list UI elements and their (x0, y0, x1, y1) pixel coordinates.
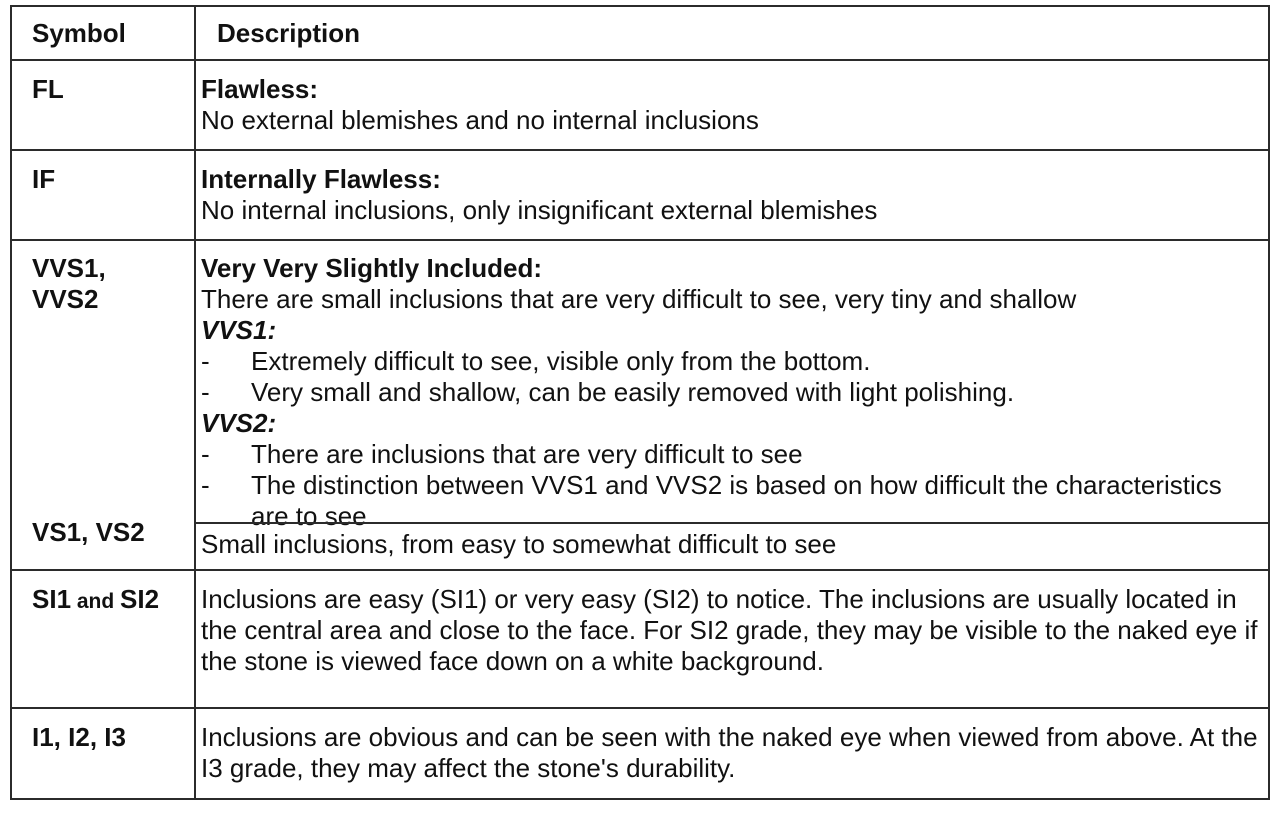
list-item (201, 439, 1264, 470)
clarity-grade-table (10, 5, 1270, 800)
grade-description: Inclusions are obvious and can be seen with the naked eye when viewed from above. At the I3 grade, they may affect the stone's durability. (201, 722, 1258, 783)
bullet-text: Extremely difficult to see, visible only from the bottom. (251, 346, 871, 376)
vvs2-subheading: VVS2: (201, 408, 277, 438)
description-header-label: Description (217, 17, 361, 48)
list-item (201, 346, 1264, 377)
grade-symbol-si1: SI1 (32, 584, 72, 614)
table-row-i (11, 708, 1269, 799)
symbol-cell (11, 60, 195, 150)
description-cell (195, 240, 1269, 570)
table-row-fl (11, 60, 1269, 150)
grade-title: Internally Flawless: (201, 164, 441, 194)
bullet-text: Very small and shallow, can be easily removed with light polishing. (251, 377, 1015, 407)
vvs1-subheading: VVS1: (201, 315, 277, 345)
symbol-column-header (11, 6, 195, 60)
grade-title: Very Very Slightly Included: (201, 253, 543, 283)
grade-description: There are small inclusions that are very difficult to see, very tiny and shallow (201, 284, 1077, 314)
grade-symbol: I1, I2, I3 (32, 722, 126, 752)
symbol-cell (11, 150, 195, 240)
description-cell (195, 708, 1269, 799)
description-cell (195, 150, 1269, 240)
grade-symbol: IF (32, 164, 56, 194)
grade-description: No internal inclusions, only insignificant external blemishes (201, 195, 878, 225)
symbol-header-label: Symbol (32, 17, 126, 48)
bullet-dash: - (201, 439, 210, 469)
symbol-cell (11, 708, 195, 799)
bullet-text: There are inclusions that are very difficult to see (251, 439, 803, 469)
grade-description-vs: Small inclusions, from easy to somewhat difficult to see (201, 529, 837, 559)
bullet-dash: - (201, 377, 210, 407)
grade-symbol-si2: SI2 (120, 584, 160, 614)
bullet-dash: - (201, 470, 210, 500)
grade-symbol-and: and (71, 590, 121, 613)
grade-symbol-vvs2: VVS2 (32, 284, 99, 314)
table-row-vvs-vs (11, 240, 1269, 570)
list-item (201, 377, 1264, 408)
symbol-cell (11, 240, 195, 570)
description-column-header (195, 6, 1269, 60)
symbol-cell (11, 570, 195, 708)
bullet-text: The distinction between VVS1 and VVS2 is based on how difficult the characteristics are to see (251, 470, 1222, 531)
grade-symbol-vvs1: VVS1, (32, 253, 106, 283)
grade-description: No external blemishes and no internal inclusions (201, 105, 759, 135)
description-cell (195, 60, 1269, 150)
row-divider (196, 522, 1268, 524)
bullet-dash: - (201, 346, 210, 376)
description-cell (195, 570, 1269, 708)
table-header-row (11, 6, 1269, 60)
table-row-si (11, 570, 1269, 708)
grade-description: Inclusions are easy (SI1) or very easy (SI2) to notice. The inclusions are usually located in the central area and close to the face. For SI2 grade, they may be visible to the naked eye if the stone is viewed face down on a white background. (201, 584, 1258, 676)
grade-symbol: FL (32, 74, 64, 104)
grade-title: Flawless: (201, 74, 319, 104)
grade-symbol-vs: VS1, VS2 (32, 517, 145, 547)
table-row-if (11, 150, 1269, 240)
